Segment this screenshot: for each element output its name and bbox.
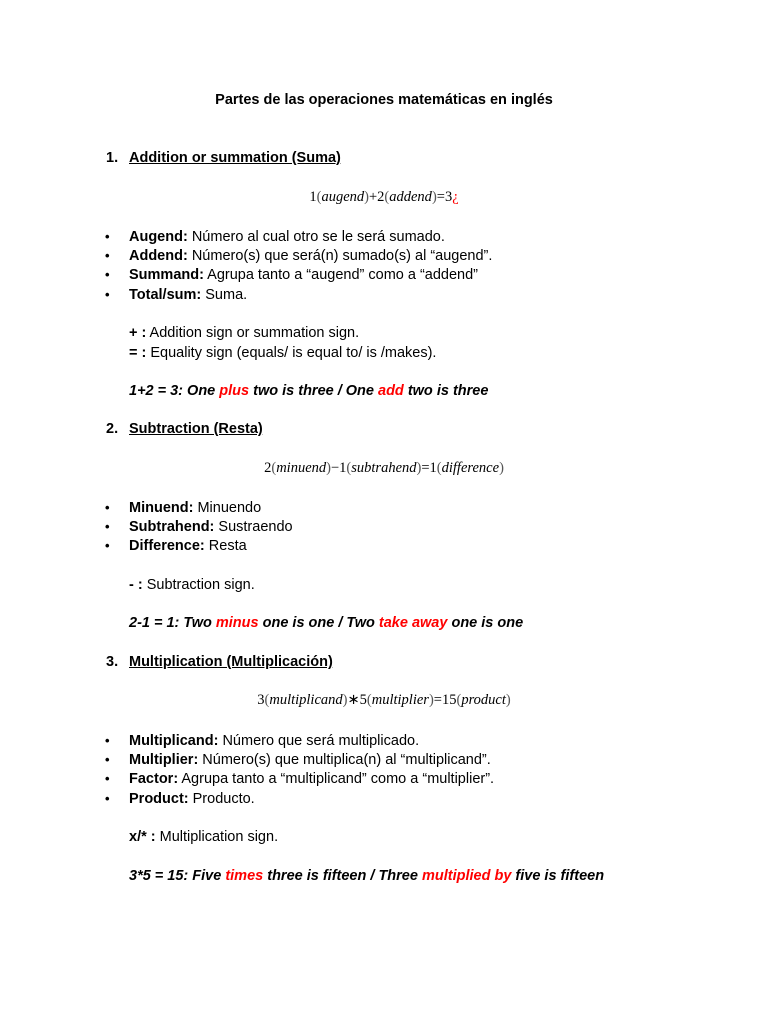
example-text: one is one / Two (258, 615, 379, 631)
formula-part: ) (505, 692, 511, 708)
formula-part: ) (342, 692, 348, 708)
list-item (129, 751, 491, 769)
definition: Suma. (201, 287, 248, 303)
sign-line (129, 324, 359, 342)
section-number: 2. (106, 421, 119, 437)
sign-symbol: - : (129, 577, 143, 593)
sign-line (129, 828, 278, 846)
formula-part: ) (499, 460, 504, 476)
list-item (129, 537, 247, 555)
sign-description: Equality sign (equals/ is equal to/ is /makes). (146, 345, 437, 361)
list-item (129, 286, 247, 304)
formula (0, 691, 768, 709)
bullet: • (105, 538, 110, 553)
sign-symbol: = : (129, 345, 147, 361)
highlighted-word: times (225, 868, 264, 884)
formula-part: subtrahend (351, 460, 417, 476)
list-item (129, 732, 419, 750)
list-item (129, 228, 445, 246)
example-text: two is three (403, 383, 489, 399)
bullet: • (105, 287, 110, 302)
highlighted-word: plus (219, 383, 250, 399)
bullet: • (105, 248, 110, 263)
example-text: 1+2 = 3: One (129, 383, 220, 399)
definition: Número que será multiplicado. (218, 733, 420, 749)
term: Total/sum: (129, 287, 202, 303)
formula-part: ( (264, 692, 270, 708)
sign-description: Subtraction sign. (142, 577, 255, 593)
list-item (129, 499, 261, 517)
formula-part: −1 (330, 460, 347, 476)
formula-part: ( (384, 189, 390, 205)
section-heading: Addition or summation (Suma) (129, 150, 341, 166)
term: Addend: (129, 248, 188, 264)
sign-description: Addition sign or summation sign. (146, 325, 360, 341)
formula-part: ( (456, 692, 462, 708)
sign-description: Multiplication sign. (155, 829, 279, 845)
list-item (129, 790, 255, 808)
list-item (129, 518, 293, 536)
example-text: five is fifteen (511, 868, 605, 884)
formula-part: ) (326, 460, 331, 476)
formula-part: =1 (421, 460, 437, 476)
formula-part: ( (436, 460, 442, 476)
example-sentence (129, 867, 604, 885)
formula-part: 1 (309, 189, 317, 205)
formula-part: ) (416, 460, 422, 476)
formula-part: =15 (433, 692, 457, 708)
example-text: 3*5 = 15: Five (129, 868, 226, 884)
bullet: • (105, 733, 110, 748)
sign-symbol: x/* : (129, 829, 156, 845)
term: Factor: (129, 771, 179, 787)
term: Multiplier: (129, 752, 199, 768)
definition: Sustraendo (214, 519, 293, 535)
formula-part: difference (441, 460, 500, 476)
formula-part: ¿ (452, 189, 459, 205)
bullet: • (105, 771, 110, 786)
highlighted-word: minus (215, 615, 259, 631)
section-heading: Multiplication (Multiplicación) (129, 654, 333, 670)
definition: Minuendo (193, 500, 262, 516)
section-number: 1. (106, 150, 119, 166)
formula (0, 459, 768, 477)
formula (0, 188, 768, 206)
term: Multiplicand: (129, 733, 219, 749)
definition: Producto. (188, 791, 255, 807)
example-text: one is one (447, 615, 524, 631)
bullet: • (105, 752, 110, 767)
example-sentence (129, 614, 523, 632)
section-heading: Subtraction (Resta) (129, 421, 263, 437)
formula-part: minuend (276, 460, 327, 476)
definition: Agrupa tanto a “augend” como a “addend” (203, 267, 478, 283)
bullet: • (105, 519, 110, 534)
formula-part: ( (366, 692, 372, 708)
definition: Número(s) que multiplica(n) al “multiplicand”. (198, 752, 491, 768)
formula-part: augend (321, 189, 365, 205)
highlighted-word: take away (378, 615, 448, 631)
highlighted-word: add (378, 383, 404, 399)
term: Subtrahend: (129, 519, 215, 535)
term: Augend: (129, 229, 188, 245)
term: Minuend: (129, 500, 194, 516)
sign-line (129, 344, 436, 362)
example-text: two is three / One (249, 383, 379, 399)
bullet: • (105, 267, 110, 282)
formula-part: 2 (264, 460, 272, 476)
sign-line (129, 576, 255, 594)
formula-part: ) (364, 189, 369, 205)
bullet: • (105, 229, 110, 244)
formula-part: ) (428, 692, 434, 708)
formula-part: ( (271, 460, 277, 476)
formula-part: product (461, 692, 506, 708)
definition: Número al cual otro se le será sumado. (187, 229, 445, 245)
highlighted-word: multiplied by (421, 868, 512, 884)
list-item (129, 770, 494, 788)
formula-part: ∗5 (347, 692, 367, 708)
definition: Número(s) que será(n) sumado(s) al “augend”. (187, 248, 493, 264)
formula-part: addend (389, 189, 432, 205)
formula-part: multiplicand (269, 692, 343, 708)
example-text: three is fifteen / Three (263, 868, 422, 884)
example-text: 2-1 = 1: Two (129, 615, 216, 631)
list-item (129, 266, 478, 284)
sign-symbol: + : (129, 325, 147, 341)
formula-part: 3 (257, 692, 265, 708)
list-item (129, 247, 492, 265)
formula-part: ) (431, 189, 437, 205)
section-number: 3. (106, 654, 119, 670)
bullet: • (105, 500, 110, 515)
term: Product: (129, 791, 189, 807)
page-title: Partes de las operaciones matemáticas en inglés (215, 92, 553, 108)
formula-part: ( (346, 460, 352, 476)
definition: Resta (204, 538, 247, 554)
term: Summand: (129, 267, 204, 283)
definition: Agrupa tanto a “multiplicand” como a “multiplier”. (178, 771, 495, 787)
formula-part: =3 (436, 189, 453, 205)
example-sentence (129, 382, 488, 400)
bullet: • (105, 791, 110, 806)
formula-part: +2 (368, 189, 385, 205)
formula-part: ( (316, 189, 322, 205)
formula-part: multiplier (371, 692, 429, 708)
term: Difference: (129, 538, 205, 554)
